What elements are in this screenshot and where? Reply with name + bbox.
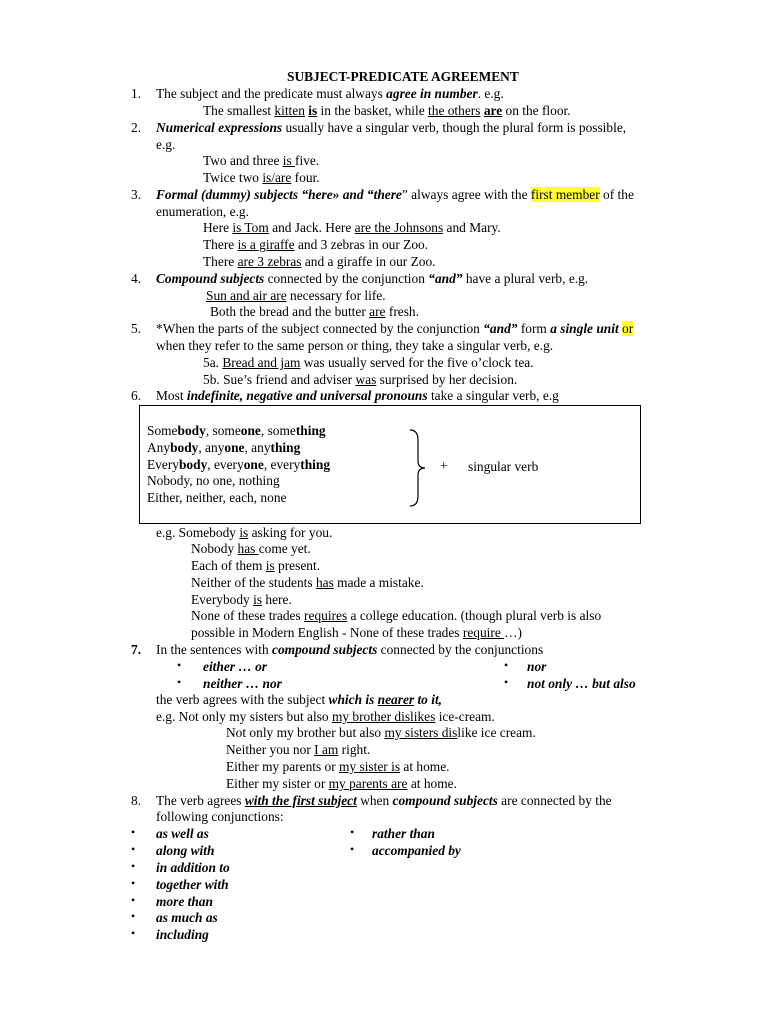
rule-7-example-2: Not only my brother but also my sisters dislike ice cream. — [226, 725, 536, 740]
rule-8-cont: following conjunctions: — [156, 809, 284, 824]
bullet-icon: • — [131, 893, 136, 907]
rule-2-example-1: Two and three is five. — [203, 153, 320, 168]
item-number-2: 2. — [131, 120, 142, 135]
bullet-icon: • — [131, 842, 136, 856]
singular-verb-label: singular verb — [468, 459, 539, 474]
rule-5-example-a: 5a. Bread and jam was usually served for the five o’clock tea. — [203, 355, 534, 370]
rule-6-example-2: Nobody has come yet. — [191, 541, 311, 556]
rule-6: Most indefinite, negative and universal pronouns take a singular verb, e.g — [156, 388, 559, 403]
rule-2-eg: e.g. — [156, 137, 176, 152]
rule-1-example: The smallest kitten is in the basket, while the others are on the floor. — [203, 103, 571, 118]
rule-7-example-4: Either my parents or my sister is at home. — [226, 759, 450, 774]
rule-6-example-3: Each of them is present. — [191, 558, 321, 573]
conj-in-addition-to: in addition to — [156, 860, 230, 875]
conj-together-with: together with — [156, 877, 229, 892]
rule-2-example-2: Twice two is/are four. — [203, 170, 320, 185]
item-number-6: 6. — [131, 388, 142, 403]
rule-5: *When the parts of the subject connected by the conjunction “and” form a single unit or — [156, 321, 634, 336]
conj-along-with: along with — [156, 843, 215, 858]
pronoun-line-body-2: Anybody, anyone, anything — [147, 440, 301, 455]
rule-1: The subject and the predicate must always agree in number. e.g. — [156, 86, 504, 101]
conj-as-well-as: as well as — [156, 826, 209, 841]
highlight-first-member: first member — [530, 187, 600, 202]
bullet-icon: • — [131, 859, 136, 873]
rule-7-example-5: Either my sister or my parents are at home. — [226, 776, 457, 791]
conj-nor: nor — [527, 659, 547, 674]
item-number-7: 7. — [131, 642, 142, 657]
conj-accompanied-by: accompanied by — [372, 843, 461, 858]
pronoun-line-4: Nobody, no one, nothing — [147, 473, 280, 488]
conj-including: including — [156, 927, 209, 942]
rule-4-example-1: Sun and air are necessary for life. — [206, 288, 386, 303]
bullet-icon: • — [177, 658, 182, 672]
item-number-8: 8. — [131, 793, 142, 808]
conj-not-only-but-also: not only … but also — [527, 676, 636, 691]
rule-3-cont: enumeration, e.g. — [156, 204, 249, 219]
item-number-1: 1. — [131, 86, 142, 101]
conj-neither-nor: neither … nor — [203, 676, 282, 691]
bullet-icon: • — [131, 926, 136, 940]
highlight-or: or — [622, 321, 634, 336]
rule-5-example-b: 5b. Sue’s friend and adviser was surprised by her decision. — [203, 372, 518, 387]
bullet-icon: • — [350, 842, 355, 856]
bullet-icon: • — [504, 675, 509, 689]
pronoun-line-body-1: Somebody, someone, something — [147, 423, 326, 438]
conj-either-or: either … or — [203, 659, 267, 674]
bullet-icon: • — [350, 825, 355, 839]
bullet-icon: • — [131, 909, 136, 923]
rule-3: Formal (dummy) subjects “here» and “there” always agree with the first member of the — [156, 187, 634, 202]
rule-6-example-4: Neither of the students has made a mistake. — [191, 575, 424, 590]
rule-6-example-7: possible in Modern English - None of these trades require …) — [191, 625, 522, 640]
curly-brace-icon — [408, 428, 428, 508]
rule-6-example-5: Everybody is here. — [191, 592, 292, 607]
rule-7-cont: the verb agrees with the subject which is nearer to it, — [156, 692, 443, 707]
rule-4-example-2: Both the bread and the butter are fresh. — [210, 304, 419, 319]
rule-6-example-6: None of these trades requires a college education. (though plural verb is also — [191, 608, 602, 623]
bullet-icon: • — [131, 825, 136, 839]
rule-2: Numerical expressions usually have a singular verb, though the plural form is possible, — [156, 120, 627, 135]
conj-rather-than: rather than — [372, 826, 435, 841]
rule-8: The verb agrees with the first subject when compound subjects are connected by the — [156, 793, 612, 808]
page-title: SUBJECT-PREDICATE AGREEMENT — [287, 69, 519, 84]
plus-sign: + — [440, 458, 448, 473]
rule-5-cont: when they refer to the same person or thing, they take a singular verb, e.g. — [156, 338, 554, 353]
conj-as-much-as: as much as — [156, 910, 218, 925]
bullet-icon: • — [504, 658, 509, 672]
rule-4: Compound subjects connected by the conjunction “and” have a plural verb, e.g. — [156, 271, 589, 286]
item-number-5: 5. — [131, 321, 142, 336]
rule-3-example-2: There is a giraffe and 3 zebras in our Zoo. — [203, 237, 429, 252]
rule-7-example-3: Neither you nor I am right. — [226, 742, 371, 757]
rule-3-example-1: Here is Tom and Jack. Here are the Johnsons and Mary. — [203, 220, 501, 235]
pronoun-line-body-3: Everybody, everyone, everything — [147, 457, 331, 472]
bullet-icon: • — [177, 675, 182, 689]
rule-6-example-1: e.g. Somebody is asking for you. — [156, 525, 333, 540]
rule-7: In the sentences with compound subjects connected by the conjunctions — [156, 642, 544, 657]
rule-3-example-3: There are 3 zebras and a giraffe in our Zoo. — [203, 254, 436, 269]
rule-7-example-1: e.g. Not only my sisters but also my brother dislikes ice-cream. — [156, 709, 495, 724]
conj-more-than: more than — [156, 894, 213, 909]
item-number-3: 3. — [131, 187, 142, 202]
item-number-4: 4. — [131, 271, 142, 286]
pronoun-line-5: Either, neither, each, none — [147, 490, 287, 505]
bullet-icon: • — [131, 876, 136, 890]
